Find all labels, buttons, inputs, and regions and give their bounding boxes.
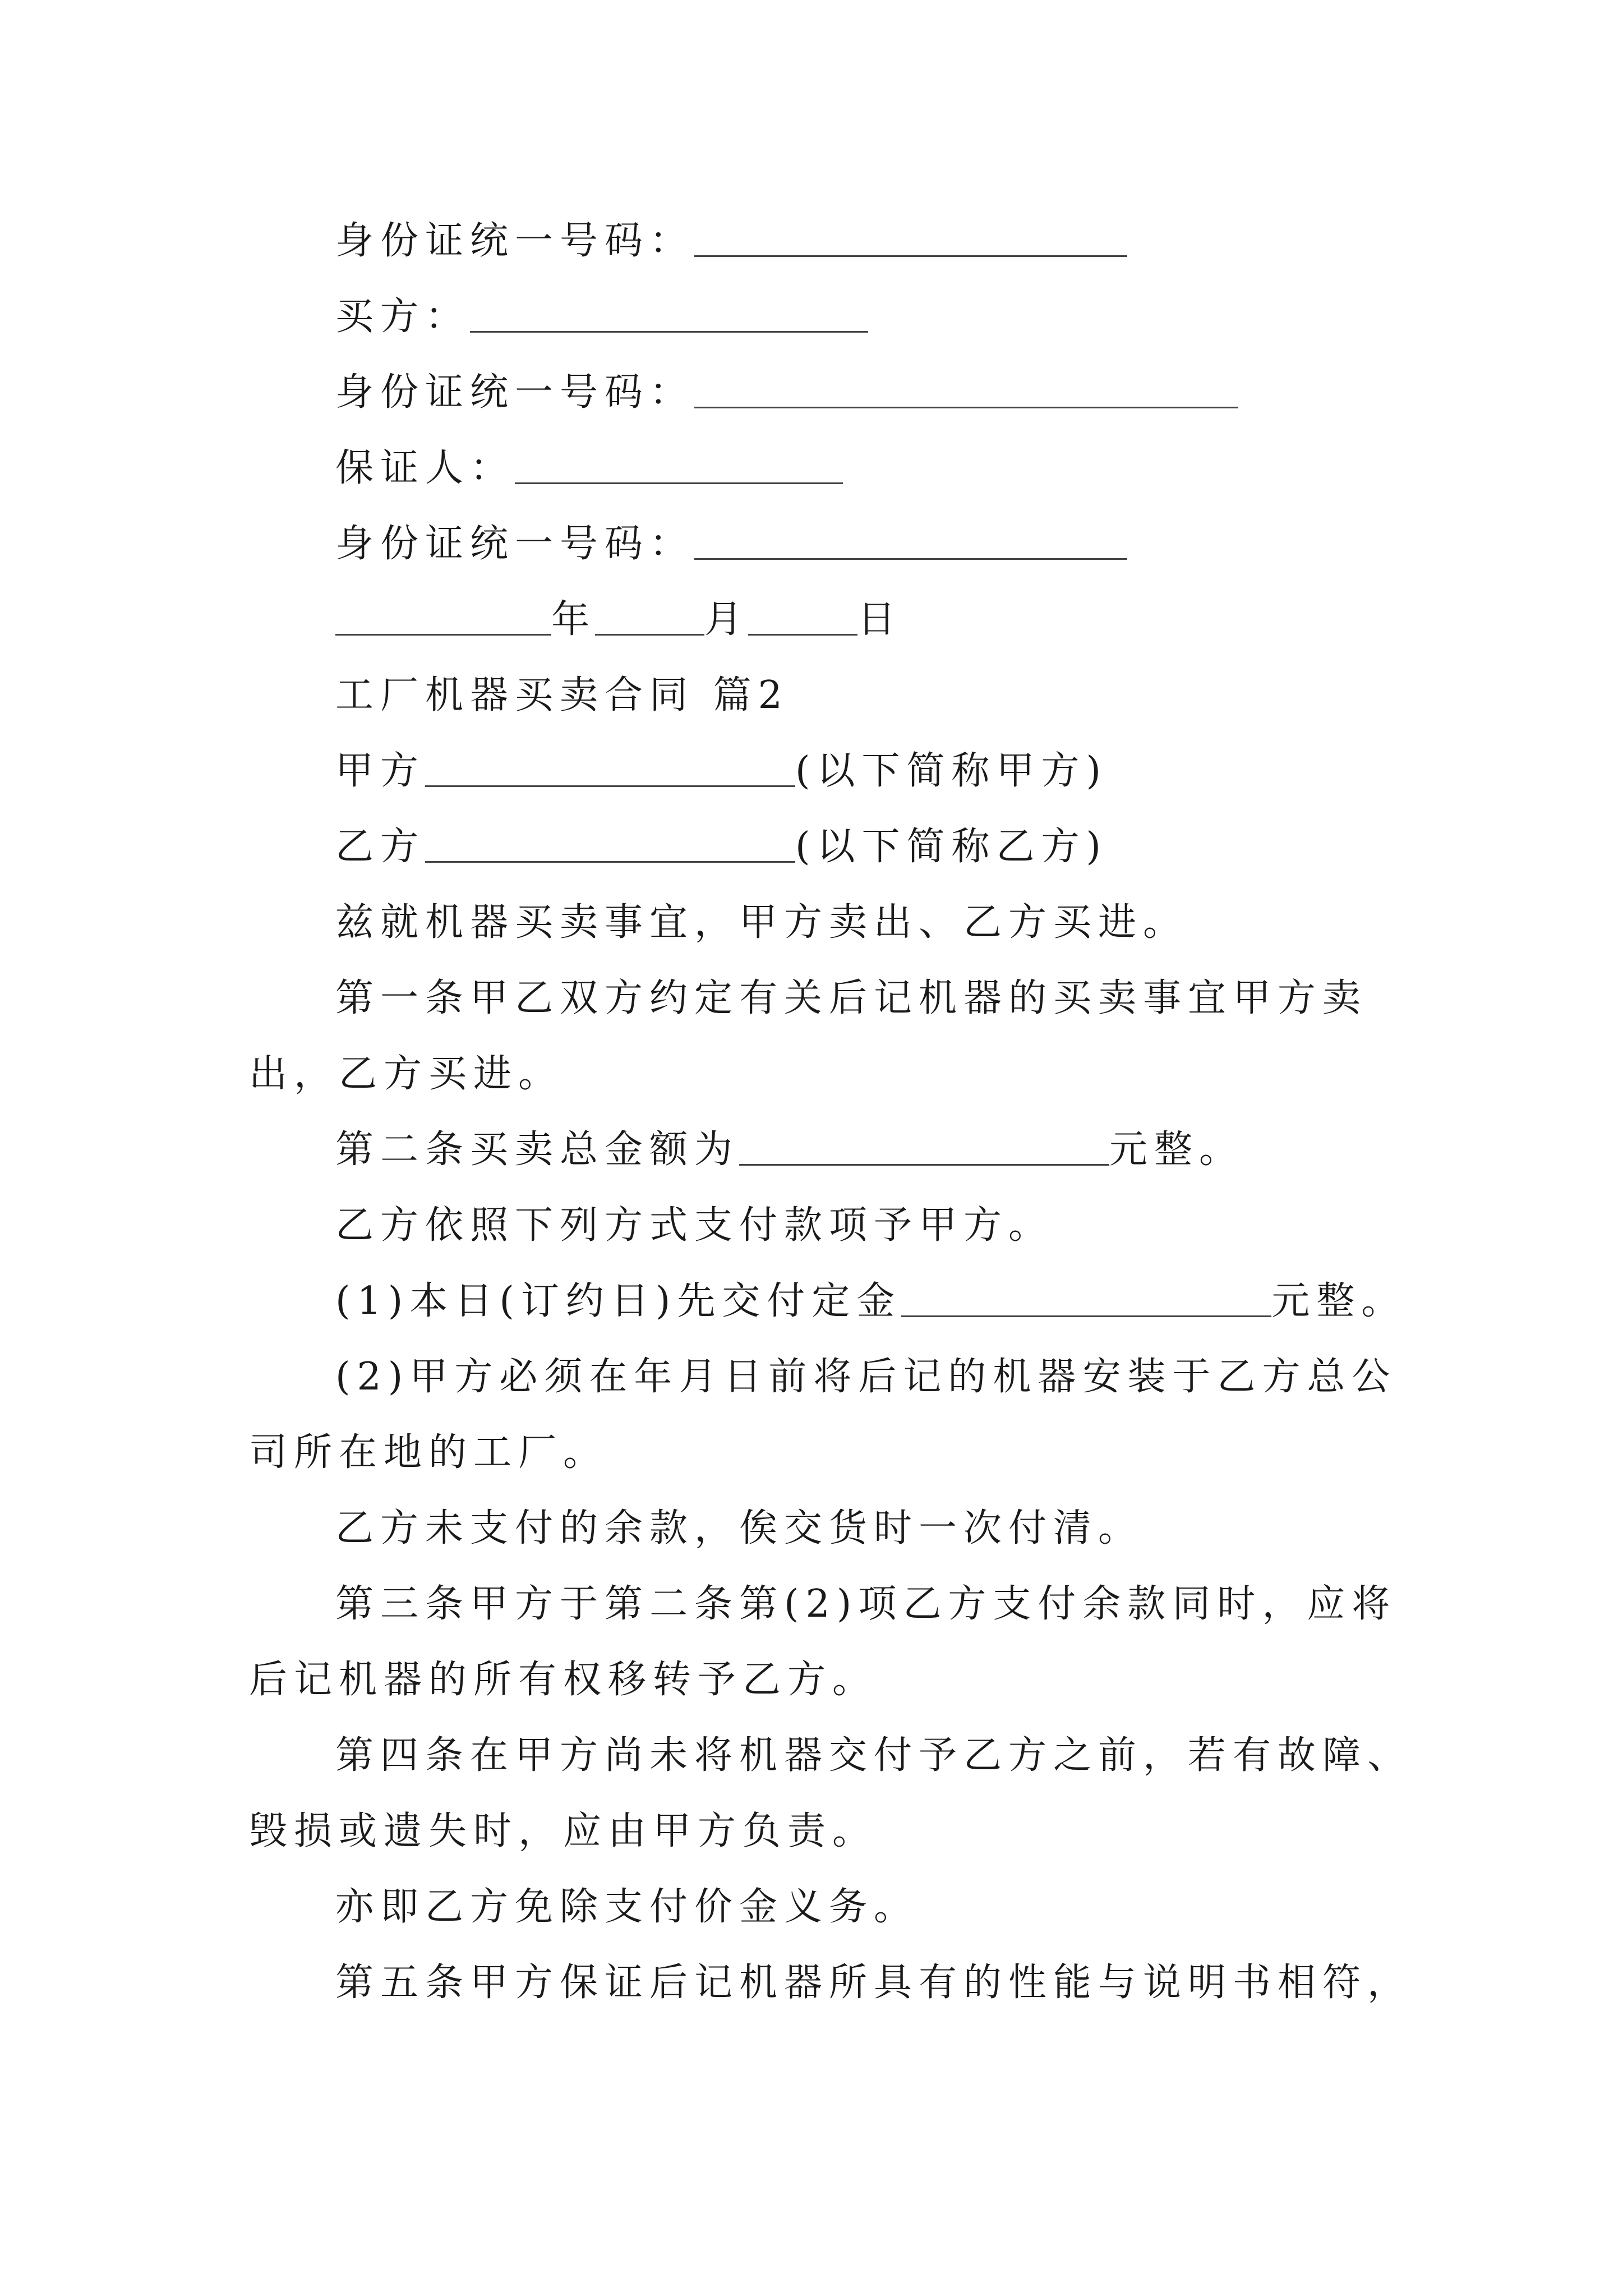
guarantor-label: 保证人： (335, 446, 515, 490)
party-b-suffix: (以下简称乙方) (795, 825, 1108, 869)
buyer-label: 买方： (335, 295, 471, 339)
seller-id-line (335, 216, 1127, 266)
party-a-suffix: (以下简称甲方) (795, 749, 1108, 793)
article-3-line-2: 后记机器的所有权移转予乙方。 (249, 1658, 878, 1702)
day-blank[interactable] (748, 600, 857, 636)
article-2-prefix: 第二条买卖总金额为 (335, 1128, 740, 1172)
payment-intro: 乙方依照下列方式支付款项予甲方。 (335, 1203, 1054, 1248)
article-2-line (335, 1125, 1244, 1175)
article-4-line-1: 第四条在甲方尚未将机器交付予乙方之前，若有故障、 (335, 1733, 1413, 1778)
payment-item-1 (335, 1276, 1406, 1327)
party-a-blank[interactable] (425, 752, 795, 787)
balance-paragraph: 乙方未支付的余款，俟交货时一次付清。 (335, 1506, 1144, 1550)
party-b-blank[interactable] (425, 827, 795, 863)
deposit-blank[interactable] (901, 1282, 1271, 1317)
seller-id-label: 身份证统一号码： (335, 219, 695, 263)
contract-heading: 工厂机器买卖合同 篇2 (335, 673, 789, 717)
party-a-line (335, 746, 1108, 797)
article-1-line-2: 出，乙方买进。 (249, 1052, 564, 1096)
buyer-id-line (335, 367, 1238, 418)
payment-item-2-line-1: (2)甲方必须在年月日前将后记的机器安装于乙方总公 (335, 1355, 1397, 1399)
article-5-line-1: 第五条甲方保证后记机器所具有的性能与说明书相符， (335, 1961, 1413, 2005)
month-label: 月 (704, 597, 749, 642)
payment-item-1-prefix: (1)本日(订约日)先交付定金 (335, 1279, 902, 1323)
month-blank[interactable] (595, 600, 704, 636)
day-label: 日 (857, 597, 902, 642)
guarantor-blank[interactable] (515, 449, 843, 484)
article-3-line-1: 第三条甲方于第二条第(2)项乙方支付余款同时，应将 (335, 1582, 1397, 1626)
article-4-note: 亦即乙方免除支付价金义务。 (335, 1885, 919, 1929)
guarantor-id-blank[interactable] (694, 524, 1127, 560)
buyer-id-blank[interactable] (694, 373, 1238, 408)
guarantor-id-line (335, 519, 1127, 569)
payment-item-2-line-2: 司所在地的工厂。 (249, 1430, 608, 1475)
total-amount-blank[interactable] (739, 1130, 1109, 1166)
party-a-label: 甲方 (335, 749, 426, 793)
article-2-suffix: 元整。 (1109, 1128, 1244, 1172)
intro-paragraph: 兹就机器买卖事宜，甲方卖出、乙方买进。 (335, 900, 1188, 945)
buyer-line (335, 292, 868, 342)
seller-id-blank[interactable] (694, 222, 1127, 257)
date-line (335, 595, 901, 645)
guarantor-id-label: 身份证统一号码： (335, 522, 695, 566)
payment-item-1-suffix: 元整。 (1271, 1279, 1407, 1323)
party-b-label: 乙方 (335, 825, 426, 869)
guarantor-line (335, 443, 843, 494)
buyer-id-label: 身份证统一号码： (335, 370, 695, 415)
buyer-blank[interactable] (470, 297, 868, 333)
year-blank[interactable] (335, 600, 551, 636)
article-4-line-2: 毁损或遗失时，应由甲方负责。 (249, 1809, 878, 1853)
year-label: 年 (551, 597, 596, 642)
party-b-line (335, 822, 1108, 872)
article-1-line-1: 第一条甲乙双方约定有关后记机器的买卖事宜甲方卖 (335, 976, 1368, 1020)
